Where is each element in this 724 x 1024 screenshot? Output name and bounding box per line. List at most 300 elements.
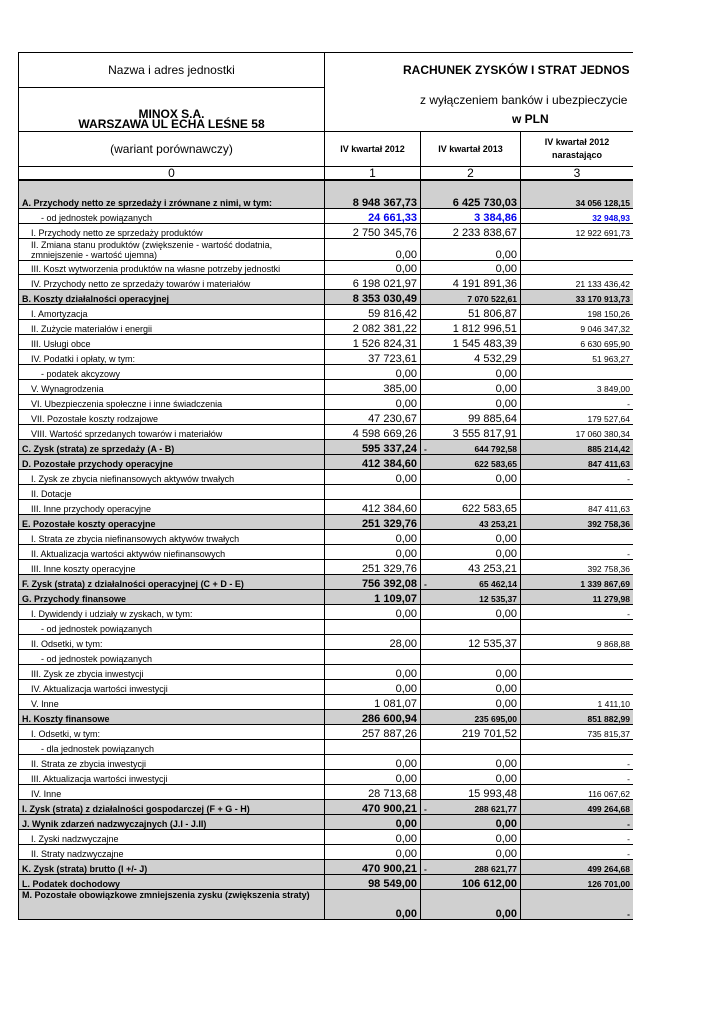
row-label: II. Strata ze zbycia inwestycji xyxy=(19,754,325,769)
value-text: 286 600,94 xyxy=(361,712,417,724)
table-row xyxy=(19,754,634,769)
row-value-2 xyxy=(421,349,521,364)
table-row xyxy=(19,514,634,529)
row-label: - od jednostek powiązanych xyxy=(19,649,325,664)
row-value-2 xyxy=(421,859,521,874)
value-text: 12 922 691,73 xyxy=(575,227,631,238)
row-value-1 xyxy=(325,634,421,649)
negative-sign: - xyxy=(424,803,427,814)
value-text: 2 082 381,22 xyxy=(352,322,417,334)
row-value-1 xyxy=(325,454,421,469)
row-value-1 xyxy=(325,724,421,739)
row-value-3 xyxy=(521,664,634,679)
value-text: 0,00 xyxy=(395,907,417,919)
row-label: II. Aktualizacja wartości aktywów niefinansowych xyxy=(19,544,325,559)
table-row xyxy=(19,829,634,844)
value-text: 851 882,99 xyxy=(587,713,631,724)
row-label: I. Zyski nadzwyczajne xyxy=(19,829,325,844)
value-text: 0,00 xyxy=(495,262,517,274)
row-value-3 xyxy=(521,469,634,484)
value-text: 6 425 730,03 xyxy=(452,196,517,208)
value-text: 1 812 996,51 xyxy=(452,322,517,334)
row-value-1 xyxy=(325,799,421,814)
value-text: 1 411,10 xyxy=(597,698,631,709)
row-value-2 xyxy=(421,679,521,694)
value-text: 1 526 824,31 xyxy=(352,337,417,349)
row-value-3 xyxy=(521,484,634,499)
value-text: 499 264,68 xyxy=(587,803,631,814)
row-value-3 xyxy=(521,604,634,619)
table-row xyxy=(19,319,634,334)
row-label: I. Strata ze zbycia niefinansowych aktywów trwałych xyxy=(19,529,325,544)
row-value-1 xyxy=(325,619,421,634)
variant-label: (wariant porównawczy) xyxy=(19,132,325,167)
table-row xyxy=(19,724,634,739)
value-text: 735 815,37 xyxy=(587,728,631,739)
row-value-2 xyxy=(421,559,521,574)
row-value-1 xyxy=(325,679,421,694)
table-row xyxy=(19,814,634,829)
row-value-1 xyxy=(325,424,421,439)
row-value-1 xyxy=(325,180,421,208)
value-text: - xyxy=(627,608,631,619)
row-label: D. Pozostałe przychody operacyjne xyxy=(19,454,325,469)
value-text: 126 701,00 xyxy=(587,878,631,889)
value-text: - xyxy=(627,758,631,769)
row-value-2 xyxy=(421,634,521,649)
income-statement-table xyxy=(18,52,633,920)
row-value-1 xyxy=(325,409,421,424)
row-value-2 xyxy=(421,499,521,514)
row-value-2 xyxy=(421,454,521,469)
value-text: 17 060 380,34 xyxy=(575,428,631,439)
row-label: I. Dywidendy i udziały w zyskach, w tym: xyxy=(19,604,325,619)
row-label: M. Pozostałe obowiązkowe zmniejszenia zysku (zwiększenia straty) xyxy=(19,889,325,919)
row-value-3 xyxy=(521,724,634,739)
value-text: 9 868,88 xyxy=(596,638,631,649)
value-text: 0,00 xyxy=(395,847,417,859)
table-row xyxy=(19,889,634,919)
table-row xyxy=(19,604,634,619)
row-value-1 xyxy=(325,604,421,619)
value-text: 0,00 xyxy=(395,757,417,769)
table-row xyxy=(19,260,634,274)
table-row xyxy=(19,559,634,574)
row-value-3 xyxy=(521,844,634,859)
row-value-1 xyxy=(325,694,421,709)
row-value-1 xyxy=(325,349,421,364)
row-value-2 xyxy=(421,514,521,529)
table-row xyxy=(19,208,634,223)
row-label: VIII. Wartość sprzedanych towarów i materiałów xyxy=(19,424,325,439)
value-text: 6 198 021,97 xyxy=(352,277,417,289)
row-value-1 xyxy=(325,874,421,889)
row-value-3 xyxy=(521,814,634,829)
value-text: 0,00 xyxy=(495,682,517,694)
row-value-3 xyxy=(521,499,634,514)
value-text: 32 948,93 xyxy=(592,212,631,223)
row-value-3 xyxy=(521,889,634,919)
row-value-1 xyxy=(325,769,421,784)
row-value-2 xyxy=(421,664,521,679)
row-value-3 xyxy=(521,874,634,889)
row-value-3 xyxy=(521,274,634,289)
value-text: 1 339 867,69 xyxy=(580,578,631,589)
value-text: 251 329,76 xyxy=(361,562,417,574)
value-text: 198 150,26 xyxy=(587,308,631,319)
value-text: 0,00 xyxy=(395,682,417,694)
value-text: 0,00 xyxy=(495,532,517,544)
row-value-2 xyxy=(421,619,521,634)
value-text: 622 583,65 xyxy=(474,458,517,469)
value-text: 65 462,14 xyxy=(479,578,517,589)
row-value-2 xyxy=(421,379,521,394)
statement-subtitle: z wyłączeniem banków i ubezpieczycie xyxy=(325,88,634,114)
value-text: 0,00 xyxy=(395,248,417,260)
row-value-2 xyxy=(421,334,521,349)
row-value-3 xyxy=(521,829,634,844)
row-value-1 xyxy=(325,574,421,589)
table-row xyxy=(19,484,634,499)
row-label: B. Koszty działalności operacyjnej xyxy=(19,289,325,304)
value-text: - xyxy=(627,548,631,559)
row-label: - od jednostek powiązanych xyxy=(19,619,325,634)
value-text: 235 695,00 xyxy=(474,713,517,724)
row-value-3 xyxy=(521,349,634,364)
row-value-3 xyxy=(521,784,634,799)
row-value-3 xyxy=(521,409,634,424)
value-text: 470 900,21 xyxy=(361,802,417,814)
row-label: K. Zysk (strata) brutto (I +/- J) xyxy=(19,859,325,874)
value-text: 99 885,64 xyxy=(468,412,517,424)
table-row xyxy=(19,349,634,364)
row-label: - dla jednostek powiązanych xyxy=(19,739,325,754)
row-value-1 xyxy=(325,484,421,499)
value-text: 106 612,00 xyxy=(461,877,517,889)
row-value-1 xyxy=(325,274,421,289)
value-text: 0,00 xyxy=(395,832,417,844)
value-text: 288 621,77 xyxy=(474,863,517,874)
value-text: 3 849,00 xyxy=(596,383,631,394)
row-label: - od jednostek powiązanych xyxy=(19,208,325,223)
value-text: 392 758,36 xyxy=(587,518,631,529)
row-value-2 xyxy=(421,180,521,208)
row-value-2 xyxy=(421,769,521,784)
value-text: 28,00 xyxy=(389,637,417,649)
row-value-2 xyxy=(421,238,521,260)
row-value-2 xyxy=(421,709,521,724)
table-row xyxy=(19,499,634,514)
row-value-2 xyxy=(421,289,521,304)
value-text: 0,00 xyxy=(495,547,517,559)
value-text: 47 230,67 xyxy=(368,412,417,424)
row-value-2 xyxy=(421,409,521,424)
row-value-1 xyxy=(325,260,421,274)
table-row xyxy=(19,799,634,814)
value-text: 4 598 669,26 xyxy=(352,427,417,439)
table-row xyxy=(19,180,634,208)
value-text: 0,00 xyxy=(495,697,517,709)
value-text: 43 253,21 xyxy=(468,562,517,574)
row-value-1 xyxy=(325,544,421,559)
table-row xyxy=(19,289,634,304)
row-value-3 xyxy=(521,559,634,574)
value-text: 499 264,68 xyxy=(587,863,631,874)
row-label: II. Odsetki, w tym: xyxy=(19,634,325,649)
value-text: 116 067,62 xyxy=(588,788,631,799)
row-value-3 xyxy=(521,709,634,724)
row-value-3 xyxy=(521,754,634,769)
row-value-3 xyxy=(521,769,634,784)
row-value-3 xyxy=(521,379,634,394)
value-text: 98 549,00 xyxy=(368,877,417,889)
value-text: 4 532,29 xyxy=(474,352,517,364)
row-value-3 xyxy=(521,364,634,379)
row-label: III. Aktualizacja wartości inwestycji xyxy=(19,769,325,784)
row-value-1 xyxy=(325,394,421,409)
value-text: 0,00 xyxy=(395,367,417,379)
row-label: III. Inne koszty operacyjne xyxy=(19,559,325,574)
value-text: 0,00 xyxy=(495,607,517,619)
table-row xyxy=(19,529,634,544)
value-text: 51 806,87 xyxy=(468,307,517,319)
row-value-3 xyxy=(521,739,634,754)
row-value-2 xyxy=(421,604,521,619)
value-text: 34 056 128,15 xyxy=(575,197,631,208)
row-value-1 xyxy=(325,739,421,754)
row-value-3 xyxy=(521,260,634,274)
row-label: II. Straty nadzwyczajne xyxy=(19,844,325,859)
row-value-3 xyxy=(521,289,634,304)
row-value-3 xyxy=(521,589,634,604)
table-row xyxy=(19,874,634,889)
value-text: 0,00 xyxy=(495,772,517,784)
row-value-2 xyxy=(421,274,521,289)
row-value-1 xyxy=(325,223,421,238)
row-value-1 xyxy=(325,814,421,829)
value-text: 179 527,64 xyxy=(587,413,631,424)
col-num-0: 0 xyxy=(19,167,325,181)
row-value-3 xyxy=(521,439,634,454)
row-value-3 xyxy=(521,208,634,223)
table-row xyxy=(19,859,634,874)
row-value-1 xyxy=(325,559,421,574)
table-row xyxy=(19,544,634,559)
table-row xyxy=(19,334,634,349)
row-label: V. Inne xyxy=(19,694,325,709)
row-label: III. Usługi obce xyxy=(19,334,325,349)
entity-name-address xyxy=(19,88,325,132)
table-row xyxy=(19,619,634,634)
row-label: A. Przychody netto ze sprzedaży i zrównane z nimi, w tym: xyxy=(19,180,325,208)
table-row xyxy=(19,574,634,589)
table-row xyxy=(19,454,634,469)
row-value-1 xyxy=(325,208,421,223)
row-value-1 xyxy=(325,889,421,919)
value-text: 412 384,60 xyxy=(361,502,417,514)
row-label: I. Odsetki, w tym: xyxy=(19,724,325,739)
value-text: 595 337,24 xyxy=(361,442,417,454)
table-row xyxy=(19,379,634,394)
row-label: I. Amortyzacja xyxy=(19,304,325,319)
row-label: III. Zysk ze zbycia inwestycji xyxy=(19,664,325,679)
table-row xyxy=(19,694,634,709)
value-text: 622 583,65 xyxy=(461,502,517,514)
table-row xyxy=(19,439,634,454)
value-text: 0,00 xyxy=(395,532,417,544)
row-value-1 xyxy=(325,754,421,769)
row-label: J. Wynik zdarzeń nadzwyczajnych (J.I - J.II) xyxy=(19,814,325,829)
row-label: C. Zysk (strata) ze sprzedaży (A - B) xyxy=(19,439,325,454)
row-value-2 xyxy=(421,844,521,859)
row-value-2 xyxy=(421,739,521,754)
value-text: 8 353 030,49 xyxy=(352,292,417,304)
entity-name: MINOX S.A. xyxy=(138,107,205,121)
income-statement-sheet xyxy=(18,52,633,920)
row-value-1 xyxy=(325,664,421,679)
row-value-1 xyxy=(325,238,421,260)
value-text: 644 792,58 xyxy=(474,443,517,454)
row-value-2 xyxy=(421,799,521,814)
row-value-1 xyxy=(325,529,421,544)
table-row xyxy=(19,589,634,604)
row-value-3 xyxy=(521,634,634,649)
value-text: 0,00 xyxy=(495,667,517,679)
row-value-2 xyxy=(421,649,521,664)
value-text: 1 081,07 xyxy=(374,697,417,709)
row-label: I. Przychody netto ze sprzedaży produktów xyxy=(19,223,325,238)
value-text: 0,00 xyxy=(395,472,417,484)
row-value-3 xyxy=(521,180,634,208)
row-value-2 xyxy=(421,439,521,454)
value-text: - xyxy=(627,473,631,484)
row-label: IV. Podatki i opłaty, w tym: xyxy=(19,349,325,364)
row-value-2 xyxy=(421,304,521,319)
row-value-1 xyxy=(325,379,421,394)
row-value-2 xyxy=(421,469,521,484)
row-value-1 xyxy=(325,439,421,454)
row-value-3 xyxy=(521,694,634,709)
value-text: 37 723,61 xyxy=(368,352,417,364)
col-num-2: 2 xyxy=(421,167,521,181)
value-text: 0,00 xyxy=(495,757,517,769)
row-value-2 xyxy=(421,208,521,223)
row-value-2 xyxy=(421,874,521,889)
row-value-3 xyxy=(521,649,634,664)
row-label: IV. Aktualizacja wartości inwestycji xyxy=(19,679,325,694)
value-text: 0,00 xyxy=(395,607,417,619)
row-label: G. Przychody finansowe xyxy=(19,589,325,604)
col-header-1: IV kwartał 2012 xyxy=(325,132,421,167)
statement-title: RACHUNEK ZYSKÓW I STRAT JEDNOS xyxy=(325,53,634,88)
row-label: F. Zysk (strata) z działalności operacyjnej (C + D - E) xyxy=(19,574,325,589)
value-text: - xyxy=(627,818,631,829)
value-text: 0,00 xyxy=(395,397,417,409)
value-text: 1 109,07 xyxy=(374,592,417,604)
table-row xyxy=(19,634,634,649)
row-value-2 xyxy=(421,484,521,499)
value-text: - xyxy=(627,398,631,409)
row-value-3 xyxy=(521,223,634,238)
value-text: 0,00 xyxy=(495,382,517,394)
negative-sign: - xyxy=(424,863,427,874)
value-text: 7 070 522,61 xyxy=(467,293,517,304)
row-value-2 xyxy=(421,754,521,769)
value-text: 0,00 xyxy=(495,907,517,919)
value-text: 3 555 817,91 xyxy=(452,427,517,439)
value-text: 0,00 xyxy=(495,248,517,260)
row-value-3 xyxy=(521,799,634,814)
value-text: 392 758,36 xyxy=(587,563,631,574)
row-label: I. Zysk ze zbycia niefinansowych aktywów trwałych xyxy=(19,469,325,484)
value-text: 33 170 913,73 xyxy=(575,293,631,304)
value-text: 15 993,48 xyxy=(468,787,517,799)
col-num-3: 3 xyxy=(521,167,634,181)
row-value-1 xyxy=(325,289,421,304)
row-value-1 xyxy=(325,829,421,844)
col-header-2: IV kwartał 2013 xyxy=(421,132,521,167)
value-text: 885 214,42 xyxy=(587,443,631,454)
table-row xyxy=(19,409,634,424)
row-value-1 xyxy=(325,784,421,799)
table-row xyxy=(19,709,634,724)
row-label: E. Pozostałe koszty operacyjne xyxy=(19,514,325,529)
negative-sign: - xyxy=(424,578,427,589)
value-text: 0,00 xyxy=(395,667,417,679)
value-text: 257 887,26 xyxy=(361,727,417,739)
row-value-2 xyxy=(421,829,521,844)
row-value-2 xyxy=(421,814,521,829)
value-text: - xyxy=(627,848,631,859)
table-row xyxy=(19,424,634,439)
row-value-3 xyxy=(521,424,634,439)
row-label: I. Zysk (strata) z działalności gospodarczej (F + G - H) xyxy=(19,799,325,814)
value-text: 12 535,37 xyxy=(468,637,517,649)
row-value-1 xyxy=(325,649,421,664)
row-label: L. Podatek dochodowy xyxy=(19,874,325,889)
value-text: 251 329,76 xyxy=(361,517,417,529)
value-text: - xyxy=(627,773,631,784)
row-label: VII. Pozostałe koszty rodzajowe xyxy=(19,409,325,424)
row-label: II. Zmiana stanu produktów (zwiększenie - wartość dodatnia, zmniejszenie - wartość ujemna) xyxy=(19,238,325,260)
row-label: II. Zużycie materiałów i energii xyxy=(19,319,325,334)
value-text: 0,00 xyxy=(495,397,517,409)
row-label: III. Inne przychody operacyjne xyxy=(19,499,325,514)
statement-rows xyxy=(19,180,634,919)
table-row xyxy=(19,784,634,799)
table-row xyxy=(19,649,634,664)
row-value-2 xyxy=(421,319,521,334)
value-text: 0,00 xyxy=(395,772,417,784)
row-value-2 xyxy=(421,260,521,274)
row-value-2 xyxy=(421,424,521,439)
value-text: 6 630 695,90 xyxy=(580,338,631,349)
table-row xyxy=(19,469,634,484)
row-value-2 xyxy=(421,694,521,709)
row-value-3 xyxy=(521,514,634,529)
table-row xyxy=(19,679,634,694)
value-text: 0,00 xyxy=(495,472,517,484)
table-row xyxy=(19,664,634,679)
row-label: III. Koszt wytworzenia produktów na własne potrzeby jednostki xyxy=(19,260,325,274)
table-row xyxy=(19,274,634,289)
value-text: 4 191 891,36 xyxy=(452,277,517,289)
row-value-2 xyxy=(421,784,521,799)
row-value-3 xyxy=(521,304,634,319)
row-value-3 xyxy=(521,529,634,544)
value-text: 288 621,77 xyxy=(474,803,517,814)
value-text: 8 948 367,73 xyxy=(352,196,417,208)
